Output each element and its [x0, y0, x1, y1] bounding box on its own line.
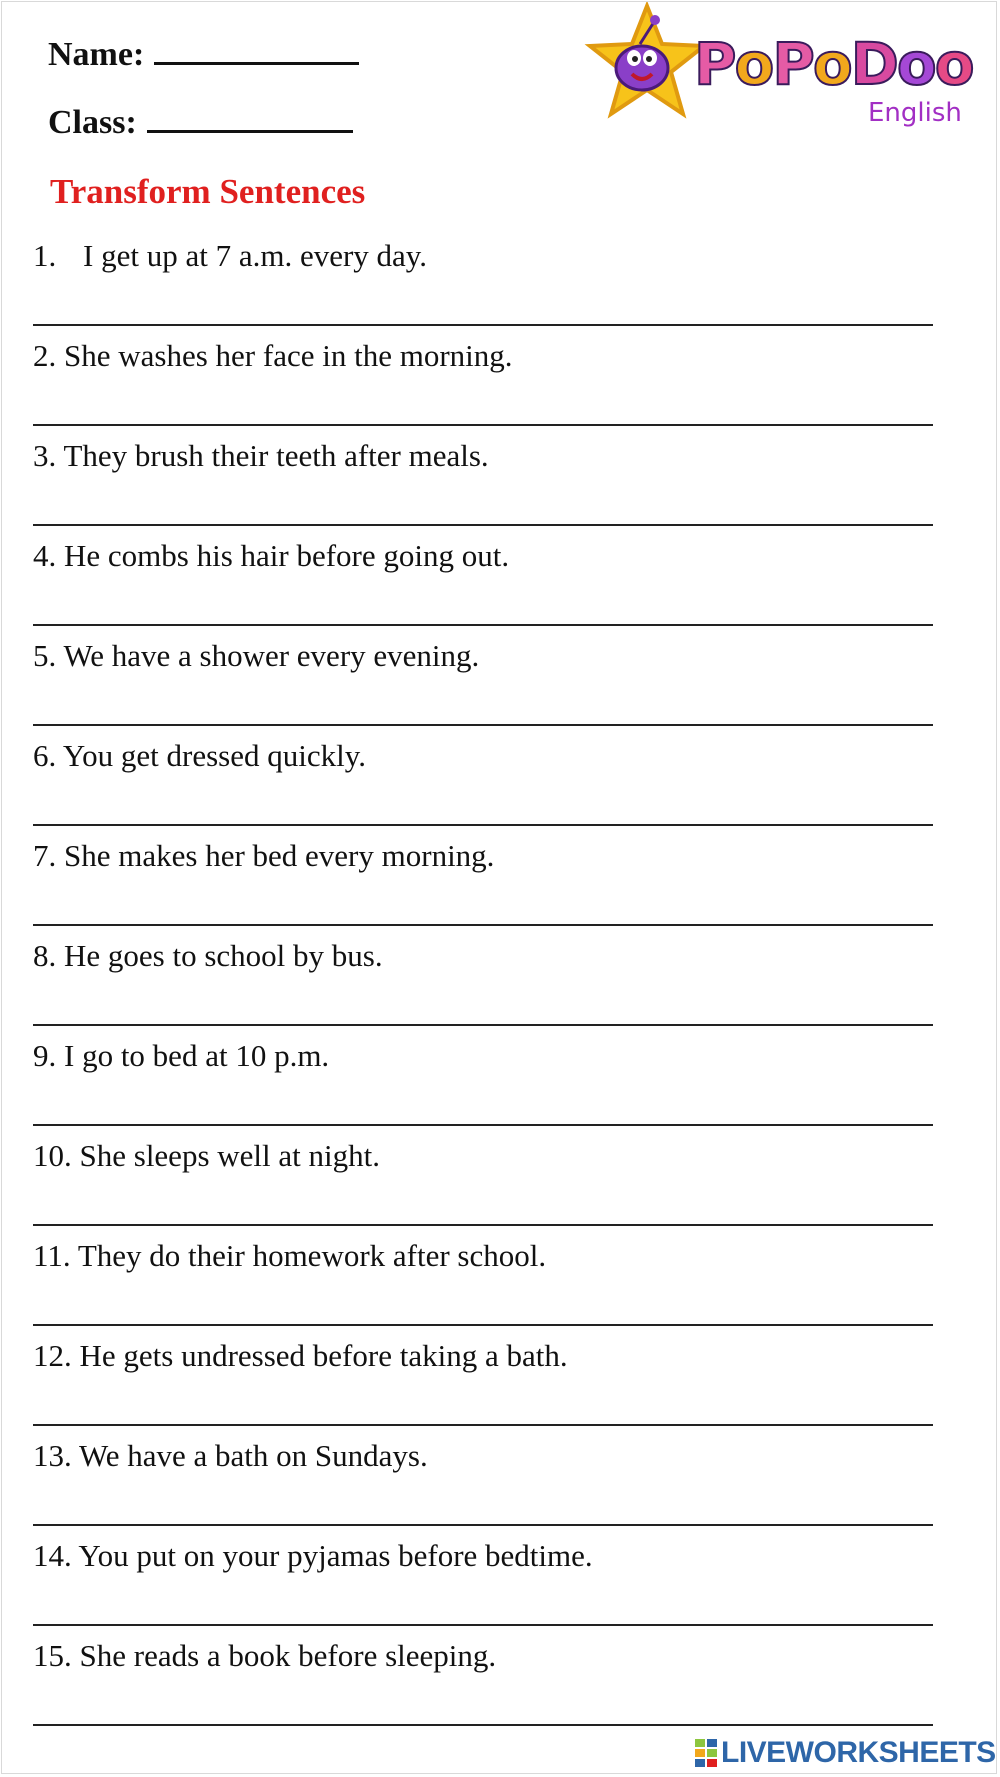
logo-letter: o [934, 30, 973, 98]
answer-line[interactable] [33, 1224, 933, 1226]
answer-line[interactable] [33, 824, 933, 826]
question-number: 15. [33, 1638, 72, 1673]
answer-line[interactable] [33, 1124, 933, 1126]
class-field [48, 98, 353, 142]
question-number: 8. [33, 938, 57, 973]
question-item [33, 1538, 593, 1574]
question-text: She washes her face in the morning. [64, 338, 513, 373]
question-number: 1. [33, 238, 57, 273]
question-item [33, 638, 479, 674]
name-label: Name: [48, 36, 145, 73]
question-text: I get up at 7 a.m. every day. [83, 238, 428, 273]
answer-line[interactable] [33, 924, 933, 926]
question-item [33, 1238, 546, 1274]
question-text: They do their homework after school. [77, 1238, 547, 1273]
question-text: He gets undressed before taking a bath. [79, 1338, 568, 1373]
answer-line[interactable] [33, 424, 933, 426]
answer-line[interactable] [33, 1424, 933, 1426]
question-number: 14. [33, 1538, 72, 1573]
popodoo-logo [582, 2, 973, 130]
logo-wordmark [694, 30, 973, 98]
class-blank-line[interactable] [147, 98, 353, 133]
answer-line[interactable] [33, 1024, 933, 1026]
answer-line[interactable] [33, 624, 933, 626]
question-number: 4. [33, 538, 57, 573]
question-item [33, 538, 509, 574]
question-item [33, 1038, 329, 1074]
class-label: Class: [48, 104, 137, 141]
question-number: 3. [33, 438, 57, 473]
question-number: 10. [33, 1138, 72, 1173]
logo-letter: P [694, 30, 735, 98]
question-text: They brush their teeth after meals. [63, 438, 489, 473]
logo-letter: o [812, 30, 851, 98]
name-blank-line[interactable] [154, 30, 359, 65]
question-item [33, 838, 494, 874]
question-number: 2. [33, 338, 57, 373]
question-text: We have a shower every evening. [63, 638, 480, 673]
answer-line[interactable] [33, 724, 933, 726]
logo-letter: o [896, 30, 935, 98]
question-text: You put on your pyjamas before bedtime. [78, 1538, 593, 1573]
question-number: 11. [33, 1238, 71, 1273]
answer-line[interactable] [33, 1324, 933, 1326]
answer-line[interactable] [33, 524, 933, 526]
logo-subtitle: English [868, 98, 962, 128]
question-item [33, 238, 427, 274]
question-text: I go to bed at 10 p.m. [64, 1038, 330, 1073]
question-number: 5. [33, 638, 57, 673]
logo-letter: o [734, 30, 773, 98]
question-text: You get dressed quickly. [62, 738, 366, 773]
star-mascot-icon [582, 2, 712, 130]
question-number: 9. [33, 1038, 57, 1073]
question-item [33, 438, 489, 474]
question-item [33, 938, 383, 974]
question-number: 7. [33, 838, 57, 873]
question-text: We have a bath on Sundays. [78, 1438, 428, 1473]
question-item [33, 1438, 428, 1474]
question-item [33, 1138, 380, 1174]
question-item [33, 738, 366, 774]
logo-letter: D [850, 30, 897, 98]
question-number: 13. [33, 1438, 72, 1473]
liveworksheets-footer [695, 1736, 996, 1770]
question-text: She makes her bed every morning. [64, 838, 495, 873]
question-text: She reads a book before sleeping. [79, 1638, 497, 1673]
question-text: He goes to school by bus. [64, 938, 383, 973]
question-text: He combs his hair before going out. [64, 538, 510, 573]
answer-line[interactable] [33, 1524, 933, 1526]
question-text: She sleeps well at night. [79, 1138, 380, 1173]
logo-letter: P [772, 30, 813, 98]
liveworksheets-logo-icon [695, 1739, 717, 1767]
worksheet-title: Transform Sentences [50, 172, 366, 211]
question-number: 6. [33, 738, 57, 773]
question-item [33, 1338, 568, 1374]
answer-line[interactable] [33, 324, 933, 326]
question-item [33, 338, 513, 374]
answer-line[interactable] [33, 1624, 933, 1626]
question-number: 12. [33, 1338, 72, 1373]
liveworksheets-brand: LIVEWORKSHEETS [721, 1736, 996, 1769]
answer-line[interactable] [33, 1724, 933, 1726]
question-item [33, 1638, 496, 1674]
name-field [48, 30, 359, 74]
